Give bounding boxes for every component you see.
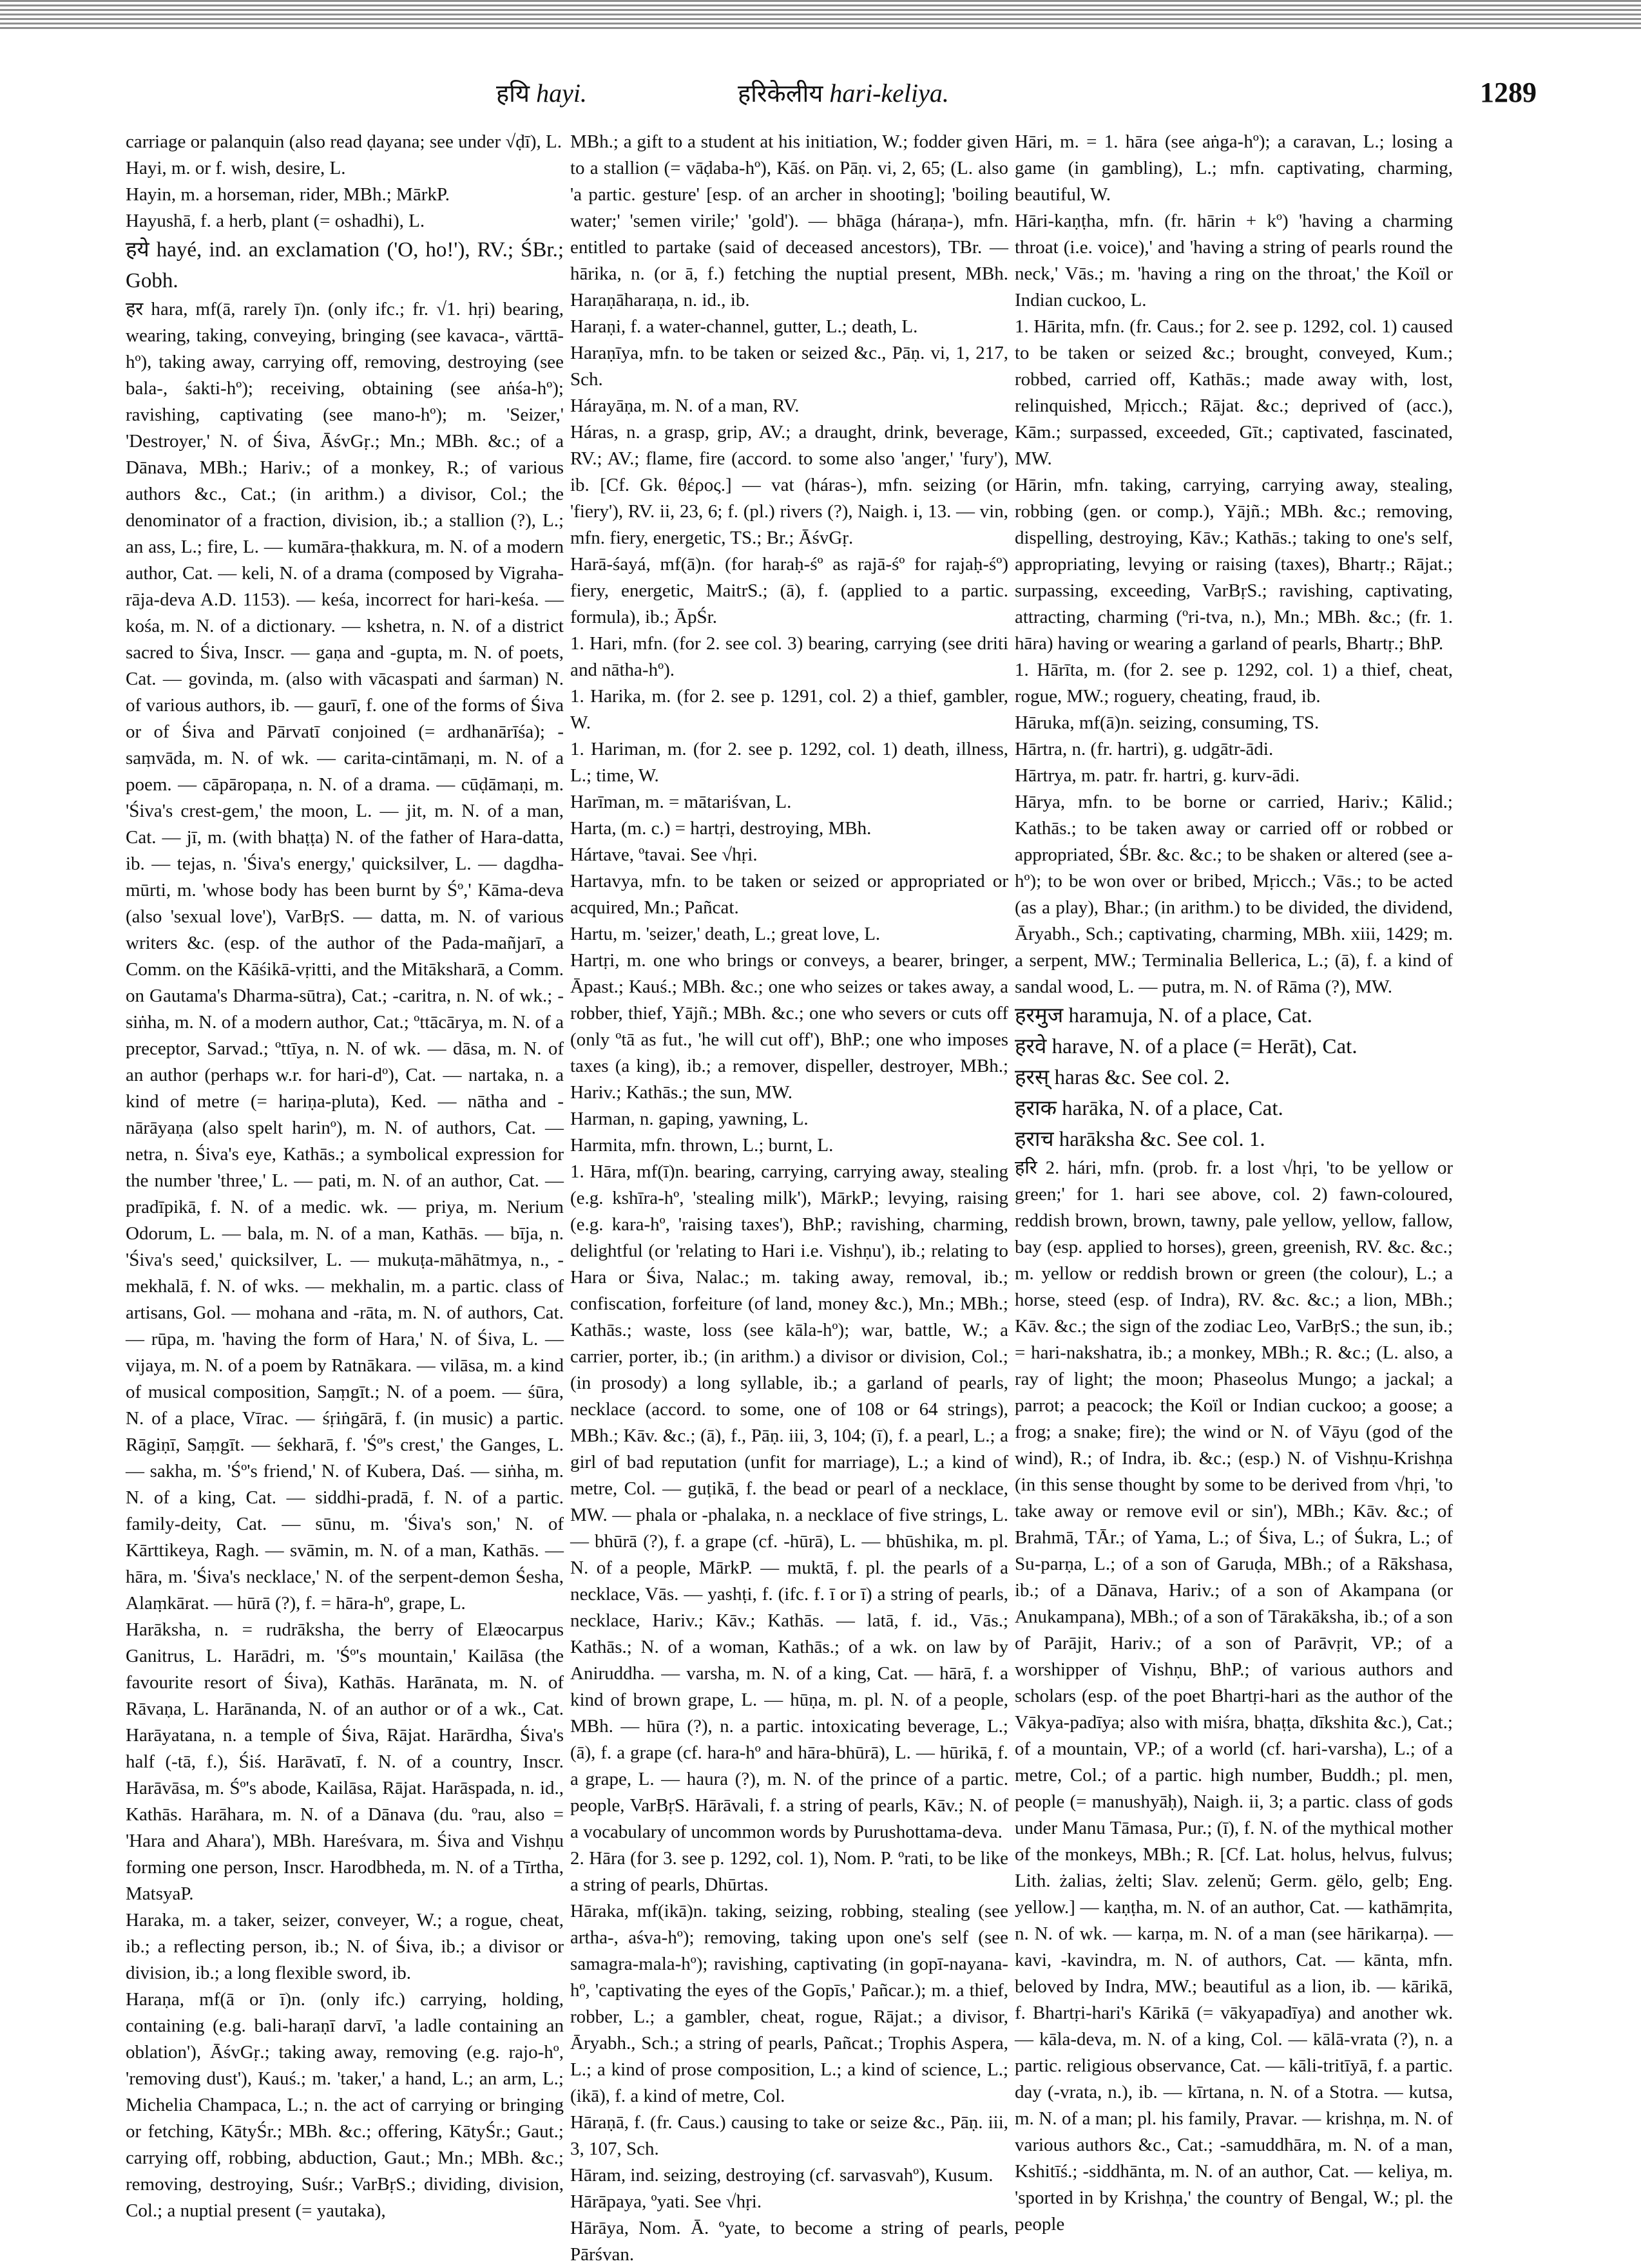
entry: हर hara, mf(ā, rarely ī)n. (only ifc.; fr. √1. hṛi) bearing, wearing, taking, conveying, bringing (see kavaca-, vārttā-hº), taking away, carrying off, removing, destroying (see bala-, śakti-hº); receiving, obtaining (see aṅśa-hº); ravishing, captivating (see mano-hº); m. 'Seizer,' 'Destroyer,' N. of Śiva, ĀśvGṛ.; Mn.; MBh. &c.; of a Dānava, MBh.; Hariv.; of a monkey, R.; of various authors &c., Cat.; (in arithm.) a divisor, Col.; the denominator of a fraction, division, ib.; a stallion (?), L.; an ass, L.; fire, L. — kumāra-ṭhakkura, m. N. of a modern author, Cat. — keli, N. of a drama (composed by Vigraha-rāja-deva A.D. 1153). — keśa, incorrect for hari-keśa. — kośa, m. N. of a dictionary. — kshetra, n. N. of a district sacred to Śiva, Inscr. — gaṇa and -gupta, m. N. of poets, Cat. — govinda, m. (also with vācaspati and śarman) N. of various authors, ib. — gaurī, f. one of the forms of Śiva or of Śiva and Pārvatī conjoined (= ardhanārīśa); -saṃvāda, m. N. of wk. — carita-cintāmaṇi, m. N. of a poem. — cāpāropaṇa, n. N. of a drama. — cūḍāmaṇi, m. 'Śiva's crest-gem,' the moon, L. — jit, m. N. of a man, Cat. — jī, m. (with bhaṭṭa) N. of the father of Hara-datta, ib. — tejas, n. 'Śiva's energy,' quicksilver, L. — dagdha-mūrti, m. 'whose body has been burnt by Śº,' Kāma-deva (also 'sexual love'), VarBṛS. — datta, m. N. of various writers &c. (esp. of the author of the Pada-mañjarī, a Comm. on the Kāśikā-vṛitti, and the Mitāksharā, a Comm. on Gautama's Dharma-sūtra), Cat.; -caritra, n. N. of wk.; -siṅha, m. N. of a modern author, Cat.; ºttācārya, m. N. of a preceptor, Sarvad.; ºttīya, n. N. of wk. — dāsa, m. N. of an author (perhaps w.r. for hari-dº), Cat. — nartaka, n. a kind of metre (= hariṇa-pluta), Ked. — nātha and -nārāyaṇa (also spelt harinº), m. N. of authors, Cat. — netra, n. Śiva's eye, Kathās.; a symbolical expression for the number 'three,' L. — pati, m. N. of an author, Cat. — pradīpikā, f. N. of a medic. wk. — priya, m. Nerium Odorum, L. — bala, m. N. of a man, Kathās. — bīja, n. 'Śiva's seed,' quicksilver, L. — mukuṭa-māhātmya, n., -mekhalā, f. N. of wks. — mekhalin, m. a partic. class of artisans, Gol. — mohana and -rāta, m. N. of authors, Cat. — rūpa, m. 'having the form of Hara,' N. of Śiva, L. — vijaya, m. N. of a poem by Ratnākara. — vilāsa, m. a kind of musical composition, Saṃgīt.; N. of a poem. — śūra, N. of a place, Vīrac. — śṛiṅgārā, f. (in music) a partic. Rāgiṇī, Saṃgīt. — śekharā, f. 'Śº's crest,' the Ganges, L. — sakha, m. 'Śº's friend,' N. of Kubera, Daś. — siṅha, m. N. of a king, Cat. — siddhi-pradā, f. N. of a partic. family-deity, Cat. — sūnu, m. 'Śiva's son,' N. of Kārttikeya, Ragh. — svāmin, m. N. of a man, Kathās. — hāra, m. 'Śiva's necklace,' N. of the serpent-demon Śesha, Alaṃkārat. — hūrā (?), f. = hāra-hº, grape, L.: [126, 299, 564, 1614]
entry: हरमुज haramuja, N. of a place, Cat.: [1015, 1004, 1312, 1027]
entry: Hārin, mfn. taking, carrying, carrying away, stealing, robbing (gen. or comp.), Yājñ.; MBh. &c.; removing, dispelling, destroying, Kāv.; Kathās.; taking to one's self, appropriating, levying or raising (taxes), Bhartṛ.; Rājat.; surpassing, exceeding, VarBṛS.; ravishing, captivating, attracting, charming (ºri-tva, n.), Mn.; MBh. &c.; (fr. 1. hāra) having or wearing a garland of pearls, Bhartṛ.; BhP.: [1015, 475, 1453, 654]
entry: Hārāpaya, ºyati. See √hṛi.: [570, 2191, 762, 2212]
entry: Harāksha, n. = rudrāksha, the berry of Elæocarpus Ganitrus, L. Harādri, m. 'Śº's mountain,' Kailāsa (the favourite resort of Śiva), Kathās. Harānata, m. N. of Rāvaṇa, L. Harānanda, N. of an author or of a wk., Cat. Harāyatana, n. a temple of Śiva, Rājat. Harārdha, Śiva's half (-tā, f.), Śiś. Harāvatī, f. N. of a country, Inscr. Harāvāsa, m. Śº's abode, Kailāsa, Rājat. Harāspada, n. id., Kathās. Harāhara, m. N. of a Dānava (du. ºrau, also = 'Hara and Ahara'), MBh. Hareśvara, m. Śiva and Vishṇu forming one person, Inscr. Harodbheda, m. N. of a Tīrtha, MatsyaP.: [126, 1619, 564, 1904]
entry: Hartu, m. 'seizer,' death, L.; great love, L.: [570, 924, 881, 944]
entry: Hāraṇā, f. (fr. Caus.) causing to take or seize &c., Pāṇ. iii, 3, 107, Sch.: [570, 2112, 1008, 2159]
entry: Hāram, ind. seizing, destroying (cf. sarvasvahº), Kusum.: [570, 2165, 993, 2186]
entry: Hartṛi, m. one who brings or conveys, a bearer, bringer, Āpast.; Kauś.; MBh. &c.; one who seizes or takes away, a robber, thief, Yājñ.; MBh. &c.; one who severs or cuts off (only ºtā as fut., 'he will cut off'), BhP.; one who imposes taxes (a king), ib.; a remover, dispeller, destroyer, MBh.; Hariv.; Kathās.; the sun, MW.: [570, 950, 1008, 1103]
entry: Haraṇīya, mfn. to be taken or seized &c., Pāṇ. vi, 1, 217, Sch.: [570, 343, 1008, 390]
entry: Hārtra, n. (fr. hartri), g. udgātr-ādi.: [1015, 739, 1274, 759]
entry: Hārtrya, m. patr. fr. hartri, g. kurv-ādi.: [1015, 765, 1300, 786]
entry: Hayi, m. or f. wish, desire, L.: [126, 158, 346, 178]
entry: Haraṇi, f. a water-channel, gutter, L.; death, L.: [570, 316, 918, 337]
entry: 1. Hāra, mf(ī)n. bearing, carrying, carrying away, stealing (e.g. kshīra-hº, 'stealing milk'), MārkP.; levying, raising (e.g. kara-hº, 'raising taxes'), BhP.; ravishing, charming, delightful (or 'relating to Hari i.e. Vishṇu'), ib.; relating to Hara or Śiva, Nalac.; m. taking away, removal, ib.; confiscation, forfeiture (of land, money &c.), Mn.; MBh.; Kathās.; waste, loss (see kāla-hº); war, battle, W.; a carrier, porter, ib.; (in arithm.) a divisor or division, Col.; (in prosody) a long syllable, ib.; a garland of pearls, necklace (accord. to some, one of 108 or 64 strings), MBh.; Kāv. &c.; (ā), f., Pāṇ. iii, 3, 104; (ī), f. a pearl, L.; a girl of bad reputation (unfit for marriage), L.; a kind of metre, Col. — guṭikā, f. the bead or pearl of a necklace, MW. — phala or -phalaka, n. a necklace of five strings, L. — bhūrā (?), f. a grape (cf. -hūrā), L. — bhūshika, m. pl. N. of a people, MārkP. — muktā, f. pl. the pearls of a necklace, Vās. — yashṭi, f. (ifc. f. ī or ī) a string of pearls, necklace, Hariv.; Kāv.; Kathās. — latā, f. id., Vās.; Kathās.; N. of a woman, Kathās.; of a wk. on law by Aniruddha. — varsha, m. N. of a king, Cat. — hārā, f. a kind of brown grape, L. — hūṇa, m. pl. N. of a people, MBh. — hūra (?), n. a partic. intoxicating beverage, L.; (ā), f. a grape (cf. hara-hº and hāra-bhūrā), L. — hūrikā, f. a grape, L. — haura (?), m. N. of the prince of a partic. people, VarBṛS. Hārāvali, f. a string of pearls, Kāv.; N. of a vocabulary of uncommon words by Purushottama-deva.: [570, 1161, 1008, 1842]
entry: Haraka, m. a taker, seizer, conveyer, W.; a rogue, cheat, ib.; a reflecting person, ib.; N. of Śiva, ib.; a divisor or division, ib.; a long flexible sword, ib.: [126, 1910, 564, 1983]
entry: 2. Hāra (for 3. see p. 1292, col. 1), Nom. P. ºrati, to be like a string of pearls, Dhūrtas.: [570, 1848, 1008, 1895]
entry: Hartavya, mfn. to be taken or seized or appropriated or acquired, Mn.; Pañcat.: [570, 871, 1008, 918]
entry: Harman, n. gaping, yawning, L.: [570, 1109, 809, 1129]
entry: Hārāya, Nom. Ā. ºyate, to become a string of pearls, Pārśvan.: [570, 2218, 1008, 2265]
entry: Hárayāṇa, m. N. of a man, RV.: [570, 395, 800, 416]
entry: हये hayé, ind. an exclamation ('O, ho!'), RV.; ŚBr.; Gobh.: [126, 238, 564, 292]
entry: Haraṇa, mf(ā or ī)n. (only ifc.) carrying, holding, containing (e.g. bali-haraṇī darvī, 'a ladle containing an oblation'), ĀśvGṛ.; taking away, removing (e.g. rajo-hº, 'removing dust'), Kauś.; m. 'taker,' a hand, L.; an arm, L.; Michelia Champaca, L.; n. the act of carrying or bringing or fetching, KātyŚr.; MBh. &c.; offering, KātyŚr.; Gaut.; carrying off, robbing, abduction, Gaut.; Mn.; MBh. &c.; removing, destroying, Suśr.; VarBṛS.; dividing, division, Col.; a nuptial present (= yautaka),: [126, 1989, 564, 2221]
left-running-head: [496, 76, 587, 110]
page-header: [126, 76, 1537, 115]
entry: हराक harāka, N. of a place, Cat.: [1015, 1097, 1283, 1120]
entry: Harā-śayá, mf(ā)n. (for haraḥ-śº as rajā-śº for rajaḥ-śº) fiery, energetic, MaitrS.; (ā), f. (applied to a partic. formula), ib.; ĀpŚr.: [570, 554, 1008, 627]
entry: 1. Hari, mfn. (for 2. see col. 3) bearing, carrying (see driti and nātha-hº).: [570, 633, 1008, 680]
dictionary-columns: [126, 129, 1537, 2265]
left-head-roman: hayi.: [536, 79, 587, 108]
center-running-head: [738, 76, 949, 110]
entry: Hārya, mfn. to be borne or carried, Hariv.; Kālid.; Kathās.; to be taken away or carried off or robbed or appropriated, ŚBr. &c. &c.; to be shaken or altered (see a-hº); to be won over or bribed, Mṛicch.; Vās.; to be acted (as a play), Bhar.; (in arithm.) to be divided, the dividend, Āryabh., Sch.; captivating, charming, MBh. xiii, 1429; m. a serpent, MW.; Terminalia Bellerica, L.; (ā), f. a kind of sandal wood, L. — putra, m. N. of Rāma (?), MW.: [1015, 792, 1453, 997]
entry: 1. Hārita, mfn. (fr. Caus.; for 2. see p. 1292, col. 1) caused to be taken or seized &c.; brought, conveyed, Kum.; robbed, carried off, Kathās.; made away with, lost, relinquished, Mṛicch.; Rājat. &c.; deprived of (acc.), Kām.; surpassed, exceeded, Gīt.; captivated, fascinated, MW.: [1015, 316, 1453, 469]
entry: 1. Hariman, m. (for 2. see p. 1292, col. 1) death, illness, L.; time, W.: [570, 739, 1008, 786]
left-head-devanagari: हयि: [496, 79, 530, 108]
entry: Hāruka, mf(ā)n. seizing, consuming, TS.: [1015, 712, 1320, 733]
entry: carriage or palanquin (also read ḍayana; see under √ḍī), L.: [126, 131, 562, 152]
column-1: [126, 129, 564, 2221]
entry: Hayin, m. a horseman, rider, MBh.; MārkP.: [126, 184, 450, 205]
entry: Harmita, mfn. thrown, L.; burnt, L.: [570, 1135, 834, 1156]
entry: Harta, (m. c.) = hartṛi, destroying, MBh.: [570, 818, 872, 839]
scan-edge: [0, 0, 1641, 30]
entry: Hāri, m. = 1. hāra (see aṅga-hº); a caravan, L.; losing a game (in gambling), L.; mfn. captivating, charming, beautiful, W.: [1015, 131, 1453, 205]
column-2: [570, 129, 1008, 2265]
entry: Hártave, ºtavai. See √hṛi.: [570, 844, 758, 865]
entry: MBh.; a gift to a student at his initiation, W.; fodder given to a stallion (= vāḍaba-hº), Kāś. on Pāṇ. vi, 2, 65; (L. also 'a partic. gesture' [esp. of an archer in shooting]; 'boiling water;' 'semen virile;' 'gold'). — bhāga (háraṇa-), mfn. entitled to partake (said of deceased ancestors), TBr. — hārika, n. (or ā, f.) fetching the nuptial present, MBh. Haraṇāharaṇa, n. id., ib.: [570, 131, 1008, 310]
center-head-roman: hari-keliya.: [829, 79, 949, 108]
entry: हराच harāksha &c. See col. 1.: [1015, 1128, 1265, 1151]
center-head-devanagari: हरिकेलीय: [738, 79, 823, 108]
entry: हरवे harave, N. of a place (= Herāt), Cat.: [1015, 1035, 1358, 1058]
entry: 1. Harika, m. (for 2. see p. 1291, col. 2) a thief, gambler, W.: [570, 686, 1008, 733]
entry: Hāraka, mf(ikā)n. taking, seizing, robbing, stealing (see artha-, aśva-hº); removing, taking upon one's self (see samagra-mala-hº); ravishing, captivating (in gopī-nayana-hº, 'captivating the eyes of the Gopīs,' Pañcar.); m. a thief, robber, L.; a gambler, cheat, rogue, Rājat.; a divisor, Āryabh., Sch.; a string of pearls, Pañcat.; Trophis Aspera, L.; a kind of prose composition, L.; a kind of science, L.; (ikā), f. a kind of metre, Col.: [570, 1901, 1008, 2106]
entry: Háras, n. a grasp, grip, AV.; a draught, drink, beverage, RV.; AV.; flame, fire (accord. to some also 'anger,' 'fury'), ib. [Cf. Gk. θέρος.] — vat (háras-), mfn. seizing (or 'fiery'), RV. ii, 23, 6; f. (pl.) rivers (?), Naigh. i, 13. — vin, mfn. fiery, energetic, TS.; Br.; ĀśvGṛ.: [570, 422, 1008, 548]
entry: Hayushā, f. a herb, plant (= oshadhi), L.: [126, 211, 425, 231]
entry: हरस् haras &c. See col. 2.: [1015, 1066, 1230, 1089]
entry: 1. Hārīta, m. (for 2. see p. 1292, col. 1) a thief, cheat, rogue, MW.; roguery, cheating, fraud, ib.: [1015, 660, 1453, 707]
entry: हरि 2. hári, mfn. (prob. fr. a lost √hṛi, 'to be yellow or green;' for 1. hari see above, col. 2) fawn-coloured, reddish brown, brown, tawny, pale yellow, yellow, fallow, bay (esp. applied to horses), green, greenish, RV. &c. &c.; m. yellow or reddish brown or green (the colour), L.; a horse, steed (esp. of Indra), RV. &c. &c.; a lion, MBh.; Kāv. &c.; the sign of the zodiac Leo, VarBṛS.; the sun, ib.; = hari-nakshatra, ib.; a monkey, MBh.; R. &c.; (L. also, a ray of light; the moon; Phaseolus Mungo; a jackal; a parrot; a peacock; the Koïl or Indian cuckoo; a goose; a frog; a snake; fire); the wind or N. of Vāyu (god of the wind), R.; of Indra, ib. &c.; (esp.) N. of Vishṇu-Krishṇa (in this sense thought by some to be derived from √hṛi, 'to take away or remove evil or sin'), MBh.; Kāv. &c.; of Brahmā, TĀr.; of Yama, L.; of Śiva, L.; of Śukra, L.; of Su-parṇa, L.; of a son of Garuḍa, MBh.; of a Rākshasa, ib.; of a Dānava, Hariv.; of a son of Akampana (or Anukampana), MBh.; of a son of Tārakāksha, ib.; of a son of Parājit, Hariv.; of a son of Parāvṛit, VP.; of a worshipper of Vishṇu, BhP.; of various authors and scholars (esp. of the poet Bhartṛi-hari as the author of the Vākya-padīya; also with miśra, bhaṭṭa, dīkshita &c.), Cat.; of a mountain, VP.; of a world (cf. hari-varsha), L.; of a metre, Col.; of a partic. high number, Buddh.; pl. men, people (= manushyāḥ), Naigh. ii, 3; a partic. class of gods under Manu Tāmasa, Pur.; (ī), f. N. of the mythical mother of the monkeys, MBh.; R. [Cf. Lat. holus, helvus, fulvus; Lith. żalias, żelti; Slav. zelenŭ; Germ. gëlo, gelb; Eng. yellow.] — kaṇṭha, m. N. of an author, Cat. — kathāmṛita, n. N. of wk. — karṇa, m. N. of a man (see hārikarṇa). — kavi, -kavindra, m. N. of authors, Cat. — kānta, mfn. beloved by Indra, MW.; beautiful as a lion, ib. — kārikā, f. Bhartṛi-hari's Kārikā (= vākyapadīya) and another wk. — kāla-deva, m. N. of a king, Col. — kālā-vrata (?), n. a partic. religious observance, Cat. — kāli-tritīyā, f. a partic. day (-vrata, n.), ib. — kīrtana, n. N. of a Stotra. — kutsa, m. N. of a man; pl. his family, Pravar. — krishṇa, m. N. of various authors &c., Cat.; -samuddhāra, m. N. of a man, Kshitīś.; -siddhānta, m. N. of an author, Cat. — keliya, m. 'sported in by Krishṇa,' the country of Bengal, W.; pl. the people: [1015, 1158, 1453, 2235]
column-3: [1015, 129, 1453, 2235]
entry: Harīman, m. = mātariśvan, L.: [570, 792, 792, 812]
entry: Hāri-kaṇṭha, mfn. (fr. hārin + kº) 'having a charming throat (i.e. voice),' and 'having a string of pearls round the neck,' Vās.; m. 'having a ring on the throat,' the Koïl or Indian cuckoo, L.: [1015, 211, 1453, 310]
page-number: 1289: [1480, 77, 1537, 108]
